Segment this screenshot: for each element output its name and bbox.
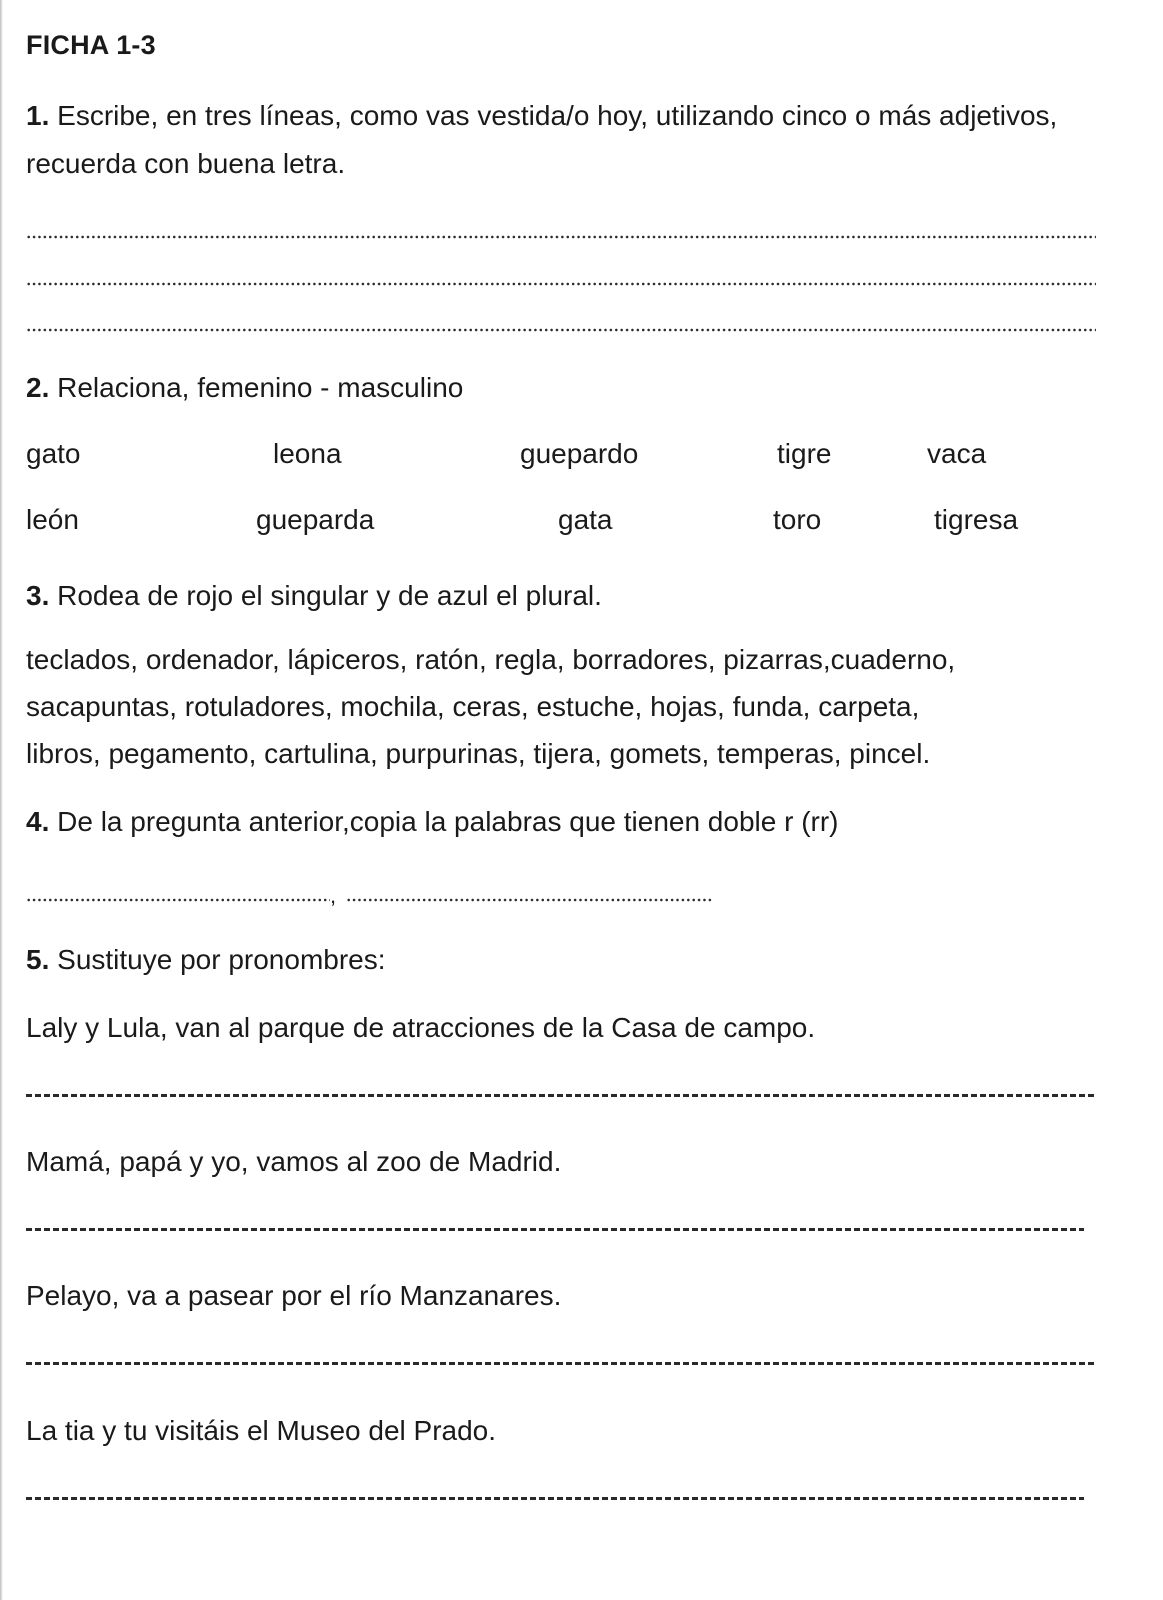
question-number: 1.	[26, 100, 50, 131]
sentence: La tia y tu visitáis el Museo del Prado.	[26, 1415, 497, 1446]
word-list-paragraph	[26, 636, 955, 777]
answer-line[interactable]	[26, 327, 1096, 333]
word-list-line[interactable]: teclados, ordenador, lápiceros, ratón, regla, borradores, pizarras,cuaderno,	[26, 644, 956, 675]
word-feminine-masculine[interactable]: toro	[773, 504, 822, 535]
sentence: Mamá, papá y yo, vamos al zoo de Madrid.	[26, 1146, 562, 1177]
answer-line[interactable]	[26, 1094, 1096, 1097]
answer-line[interactable]	[26, 897, 330, 903]
word-list-line[interactable]: sacapuntas, rotuladores, mochila, ceras, estuche, hojas, funda, carpeta,	[26, 691, 920, 722]
question-text: Rodea de rojo el singular y de azul el plural.	[49, 580, 602, 611]
question-text: Escribe, en tres líneas, como vas vestida/o hoy, utilizando cinco o más adjetivos, recuerda con buena letra.	[26, 100, 1058, 179]
answer-line[interactable]	[26, 1497, 1084, 1500]
answer-line[interactable]	[26, 1228, 1084, 1231]
question-number: 3.	[26, 580, 50, 611]
question-2	[26, 364, 463, 412]
question-4	[26, 798, 839, 846]
word-feminine-masculine[interactable]: gato	[26, 438, 81, 469]
scan-edge-shadow	[0, 0, 3, 1600]
word-list-line[interactable]: libros, pegamento, cartulina, purpurinas, tijera, gomets, temperas, pincel.	[26, 738, 931, 769]
question-1	[26, 92, 1086, 188]
word-feminine-masculine[interactable]: tigre	[777, 438, 832, 469]
answer-line[interactable]	[26, 234, 1096, 240]
sentence: Pelayo, va a pasear por el río Manzanares.	[26, 1280, 562, 1311]
question-number: 4.	[26, 806, 50, 837]
word-feminine-masculine[interactable]: gueparda	[256, 504, 375, 535]
answer-line[interactable]	[26, 1362, 1096, 1365]
word-feminine-masculine[interactable]: león	[26, 504, 79, 535]
word-feminine-masculine[interactable]: tigresa	[934, 504, 1019, 535]
word-feminine-masculine[interactable]: leona	[273, 438, 342, 469]
question-number: 5.	[26, 944, 50, 975]
answer-line[interactable]	[346, 897, 714, 903]
question-number: 2.	[26, 372, 50, 403]
question-5	[26, 936, 386, 984]
question-3	[26, 572, 602, 620]
question-text: De la pregunta anterior,copia la palabras que tienen doble r (rr)	[49, 806, 839, 837]
answer-separator: ,	[330, 883, 337, 908]
word-feminine-masculine[interactable]: guepardo	[520, 438, 639, 469]
question-text: Relaciona, femenino - masculino	[49, 372, 464, 403]
sentence: Laly y Lula, van al parque de atracciones de la Casa de campo.	[26, 1012, 816, 1043]
answer-line[interactable]	[26, 281, 1096, 287]
word-feminine-masculine[interactable]: gata	[558, 504, 613, 535]
question-text: Sustituye por pronombres:	[49, 944, 386, 975]
worksheet-title: FICHA 1-3	[26, 30, 156, 60]
word-feminine-masculine[interactable]: vaca	[927, 438, 987, 469]
